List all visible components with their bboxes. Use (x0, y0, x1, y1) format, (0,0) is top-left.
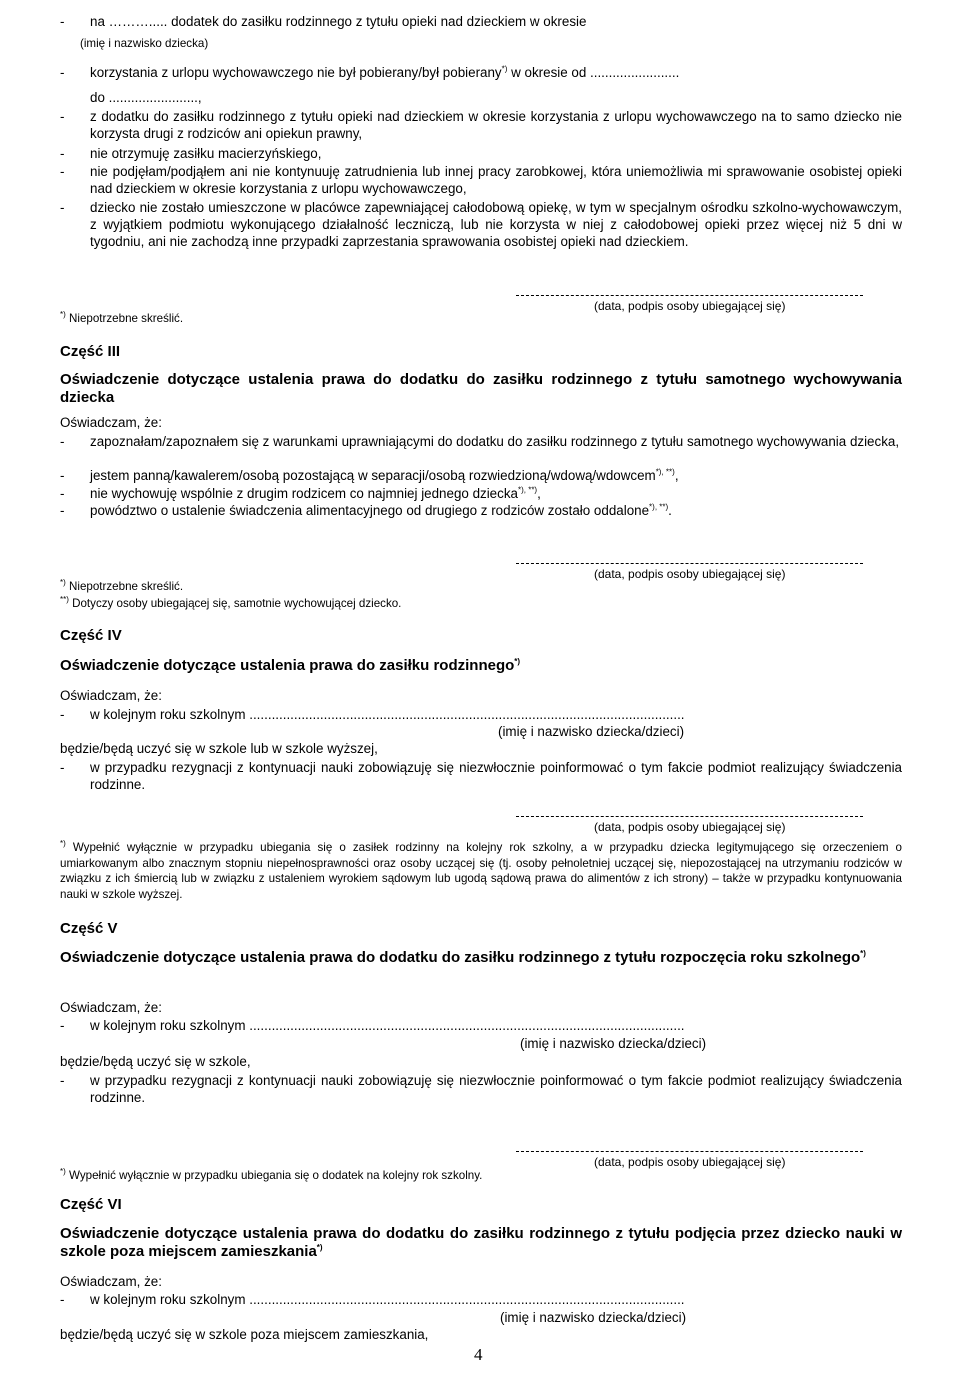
footnote: *) Niepotrzebne skreślić. (60, 310, 184, 325)
statement-item: - nie wychowuję wspólnie z drugim rodzicem co najmniej jednego dziecka*), **), (60, 485, 541, 501)
statement-item: - w kolejnym roku szkolnym ..................................................................................................................... (60, 707, 685, 722)
statement-item: - w przypadku rezygnacji z kontynuacji nauki zobowiązuję się niezwłocznie poinformować o tym fakcie podmiot realizujący świadczenia rodzinne. (60, 1073, 902, 1105)
declaration-intro: Oświadczam, że: (60, 415, 162, 430)
statement-item-leave: - korzystania z urlopu wychowawczego nie był pobierany/był pobierany*) w okresie od ........................ (60, 64, 680, 80)
footnote: **) Dotyczy osoby ubiegającej się, samotnie wychowującej dziecko. (60, 595, 402, 610)
child-name-caption: (imię i nazwisko dziecka/dzieci) (498, 724, 685, 739)
statement-item: - powództwo o ustalenie świadczenia alimentacyjnego od drugiego z rodziców zostało oddalone*), **). (60, 502, 672, 518)
section-title-part-4: Oświadczenie dotyczące ustalenia prawa do zasiłku rodzinnego*) (60, 657, 521, 674)
child-name-caption: (imię i nazwisko dziecka/dzieci) (500, 1310, 687, 1325)
section-title-part-5: Oświadczenie dotyczące ustalenia prawa do dodatku do zasiłku rodzinnego z tytułu rozpoczęcia roku szkolnego*) (60, 949, 866, 966)
signature-line (516, 295, 863, 296)
declaration-intro: Oświadczam, że: (60, 1274, 162, 1289)
statement-item: - w przypadku rezygnacji z kontynuacji nauki zobowiązuję się niezwłocznie poinformować o tym fakcie podmiot realizujący świadczenia rodzinne. (60, 760, 902, 792)
declaration-intro: Oświadczam, że: (60, 688, 162, 703)
school-statement: będzie/będą uczyć się w szkole, (60, 1054, 251, 1069)
footnote: *) Niepotrzebne skreślić. (60, 578, 184, 593)
signature-line (516, 816, 863, 817)
section-title-part-3: Oświadczenie dotyczące ustalenia prawa do dodatku do zasiłku rodzinnego z tytułu samotnego wychowywania dziecka (60, 371, 902, 406)
leave-period-to: do ........................, (90, 90, 202, 105)
statement-item: - w kolejnym roku szkolnym ..................................................................................................................... (60, 1018, 685, 1033)
statement-item: - w kolejnym roku szkolnym ..................................................................................................................... (60, 1292, 685, 1307)
declaration-intro: Oświadczam, że: (60, 1000, 162, 1015)
statement-item: - jestem panną/kawalerem/osobą pozostającą w separacji/osobą rozwiedzioną/wdową/wdowcem*), **), (60, 467, 679, 483)
signature-caption: (data, podpis osoby ubiegającej się) (594, 299, 786, 313)
statement-item: - nie otrzymuję zasiłku macierzyńskiego, (60, 146, 322, 161)
school-statement: będzie/będą uczyć się w szkole lub w szkole wyższej, (60, 741, 378, 756)
page-number: 4 (474, 1345, 483, 1364)
school-statement: będzie/będą uczyć się w szkole poza miejscem zamieszkania, (60, 1327, 429, 1342)
signature-line (516, 1151, 863, 1152)
child-name-caption: (imię i nazwisko dziecka/dzieci) (520, 1036, 707, 1051)
statement-item: - dziecko nie zostało umieszczone w placówce zapewniającej całodobową opiekę, w tym w specjalnym ośrodku szkolno-wychowawczym, z wyjątkiem podmiotu wykonującego działalność leczniczą, lub nie korzysta w niej z całodobowej opieki przez więcej niż 5 dni w tygodniu, ani nie zachodzą inne przypadki zaprzestania sprawowania osobistej opieki nad dzieckiem. (60, 200, 902, 249)
signature-line (516, 563, 863, 564)
section-heading-part-3: Część III (60, 343, 121, 360)
signature-caption: (data, podpis osoby ubiegającej się) (594, 1155, 786, 1169)
signature-caption: (data, podpis osoby ubiegającej się) (594, 820, 786, 834)
section-heading-part-6: Część VI (60, 1196, 122, 1213)
footnote: *) Wypełnić wyłącznie w przypadku ubiegania się o dodatek na kolejny rok szkolny. (60, 1167, 483, 1182)
footnote: *) Wypełnić wyłącznie w przypadku ubiegania się o zasiłek rodzinny na kolejny rok szkolny, a w przypadku dziecka legitymującego się orzeczeniem o umiarkowanym albo znacznym stopniu niepełnosprawności oraz osoby uczącej się (tj. osoby pełnoletniej uczącej się, niepozostającej na utrzymaniu rodziców w związku z ich śmiercią lub w związku z ustaleniem wyrokiem sądowym lub ugodą sądową prawa do alimentów z ich strony) – także w przypadku kontynuowania nauki w szkole wyższej. (60, 839, 902, 901)
signature-caption: (data, podpis osoby ubiegającej się) (594, 567, 786, 581)
section-title-part-6: Oświadczenie dotyczące ustalenia prawa do dodatku do zasiłku rodzinnego z tytułu podjęcia przez dziecko nauki w szkole poza miejscem zamieszkania*) (60, 1225, 902, 1260)
section-heading-part-5: Część V (60, 920, 118, 937)
statement-item: - zapoznałam/zapoznałem się z warunkami uprawniającymi do dodatku do zasiłku rodzinnego z tytułu samotnego wychowywania dziecka, (60, 434, 900, 449)
statement-item: - nie podjęłam/podjąłem ani nie kontynuuję zatrudnienia lub innej pracy zarobkowej, która uniemożliwia mi sprawowanie osobistej opieki nad dzieckiem w okresie korzystania z urlopu wychowawczego, (60, 164, 902, 196)
statement-item-child-name: - na ………..... dodatek do zasiłku rodzinnego z tytułu opieki nad dzieckiem w okresie (60, 14, 587, 29)
section-heading-part-4: Część IV (60, 627, 122, 644)
statement-item: - z dodatku do zasiłku rodzinnego z tytułu opieki nad dzieckiem w okresie korzystania z urlopu wychowawczego na to samo dziecko nie korzysta drugi z rodziców ani opiekun prawny, (60, 109, 902, 141)
child-name-caption: (imię i nazwisko dziecka) (80, 37, 209, 50)
